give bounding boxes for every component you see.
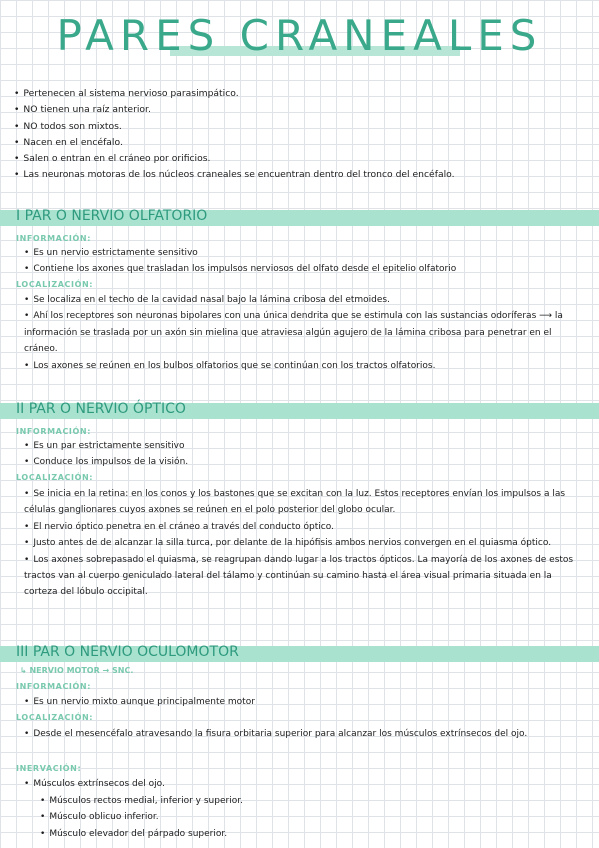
section-2-loc-label: LOCALIZACIÓN: [16, 473, 94, 482]
section-2-loc-list [24, 486, 584, 601]
section-3-inerv-sublist [40, 793, 580, 842]
section-2-title: II PAR O NERVIO ÓPTICO [16, 401, 186, 417]
list-item: • Ahí los receptores son neuronas bipolares con una única dendrita que se estimula con las sustancias odoríferas ⟶ la información se traslada por un axón sin mielina que atraviesa algún agujero de la lámina cribosa para penetrar en el cráneo. [24, 308, 584, 357]
page-title-text: PARES CRANEALES [56, 11, 543, 60]
intro-item: • Pertenecen al sistema nervioso parasimpático. [14, 86, 589, 102]
intro-item: • NO tienen una raíz anterior. [14, 102, 589, 118]
section-1-title: I PAR O NERVIO OLFATORIO [16, 208, 208, 224]
list-item: • Músculos rectos medial, inferior y superior. [40, 793, 580, 809]
list-item: • Los axones se reúnen en los bulbos olfatorios que se continúan con los tractos olfatorios. [24, 358, 584, 374]
list-item: • Los axones sobrepasado el quiasma, se reagrupan dando lugar a los tractos ópticos. La mayoría de los axones de estos tractos van al cuerpo geniculado lateral del tálamo y continúan su camino hasta el área visual primaria situada en la corteza del lóbulo occipital. [24, 552, 584, 601]
intro-item: • Las neuronas motoras de los núcleos craneales se encuentran dentro del tronco del encéfalo. [14, 167, 589, 183]
page-title [0, 6, 599, 66]
list-item: • Es un nervio mixto aunque principalmente motor [24, 694, 584, 710]
section-1-loc-label: LOCALIZACIÓN: [16, 280, 94, 289]
list-item: • Contiene los axones que trasladan los impulsos nerviosos del olfato desde el epitelio olfatorio [24, 261, 584, 277]
section-2-info-list [24, 438, 584, 471]
list-item: • Músculos extrínsecos del ojo. [24, 776, 584, 792]
section-3-note: ↳ NERVIO MOTOR → SNC. [20, 666, 134, 675]
section-1-loc-list [24, 292, 584, 374]
list-item: • Desde el mesencéfalo atravesando la fisura orbitaria superior para alcanzar los músculos extrínsecos del ojo. [24, 726, 584, 742]
section-3-loc-label: LOCALIZACIÓN: [16, 713, 94, 722]
list-item: • Es un nervio estrictamente sensitivo [24, 245, 584, 261]
list-item: • Se localiza en el techo de la cavidad nasal bajo la lámina cribosa del etmoides. [24, 292, 584, 308]
section-3-info-label: INFORMACIÓN: [16, 682, 91, 691]
section-3-inerv-label: INERVACIÓN: [16, 764, 82, 773]
section-1-info-label: INFORMACIÓN: [16, 234, 91, 243]
section-3-title: III PAR O NERVIO OCULOMOTOR [16, 644, 239, 660]
list-item: • Conduce los impulsos de la visión. [24, 454, 584, 470]
section-1-info-list [24, 245, 584, 278]
section-3-info-list [24, 694, 584, 710]
intro-item: • NO todos son mixtos. [14, 119, 589, 135]
list-item: • Músculo elevador del párpado superior. [40, 826, 580, 842]
list-item: • Músculo oblicuo inferior. [40, 809, 580, 825]
list-item: • Es un par estrictamente sensitivo [24, 438, 584, 454]
list-item: • Justo antes de de alcanzar la silla turca, por delante de la hipófisis ambos nervios convergen en el quiasma óptico. [24, 535, 584, 551]
section-2-info-label: INFORMACIÓN: [16, 427, 91, 436]
list-item: • Se inicia en la retina: en los conos y los bastones que se excitan con la luz. Estos receptores envían los impulsos a las células ganglionares cuyos axones se reúnen en el polo posterior del globo ocular. [24, 486, 584, 519]
section-3-loc-list [24, 726, 584, 742]
intro-item: • Salen o entran en el cráneo por orificios. [14, 151, 589, 167]
intro-list [14, 86, 589, 184]
section-3-inerv-list [24, 776, 584, 792]
intro-item: • Nacen en el encéfalo. [14, 135, 589, 151]
list-item: • El nervio óptico penetra en el cráneo a través del conducto óptico. [24, 519, 584, 535]
